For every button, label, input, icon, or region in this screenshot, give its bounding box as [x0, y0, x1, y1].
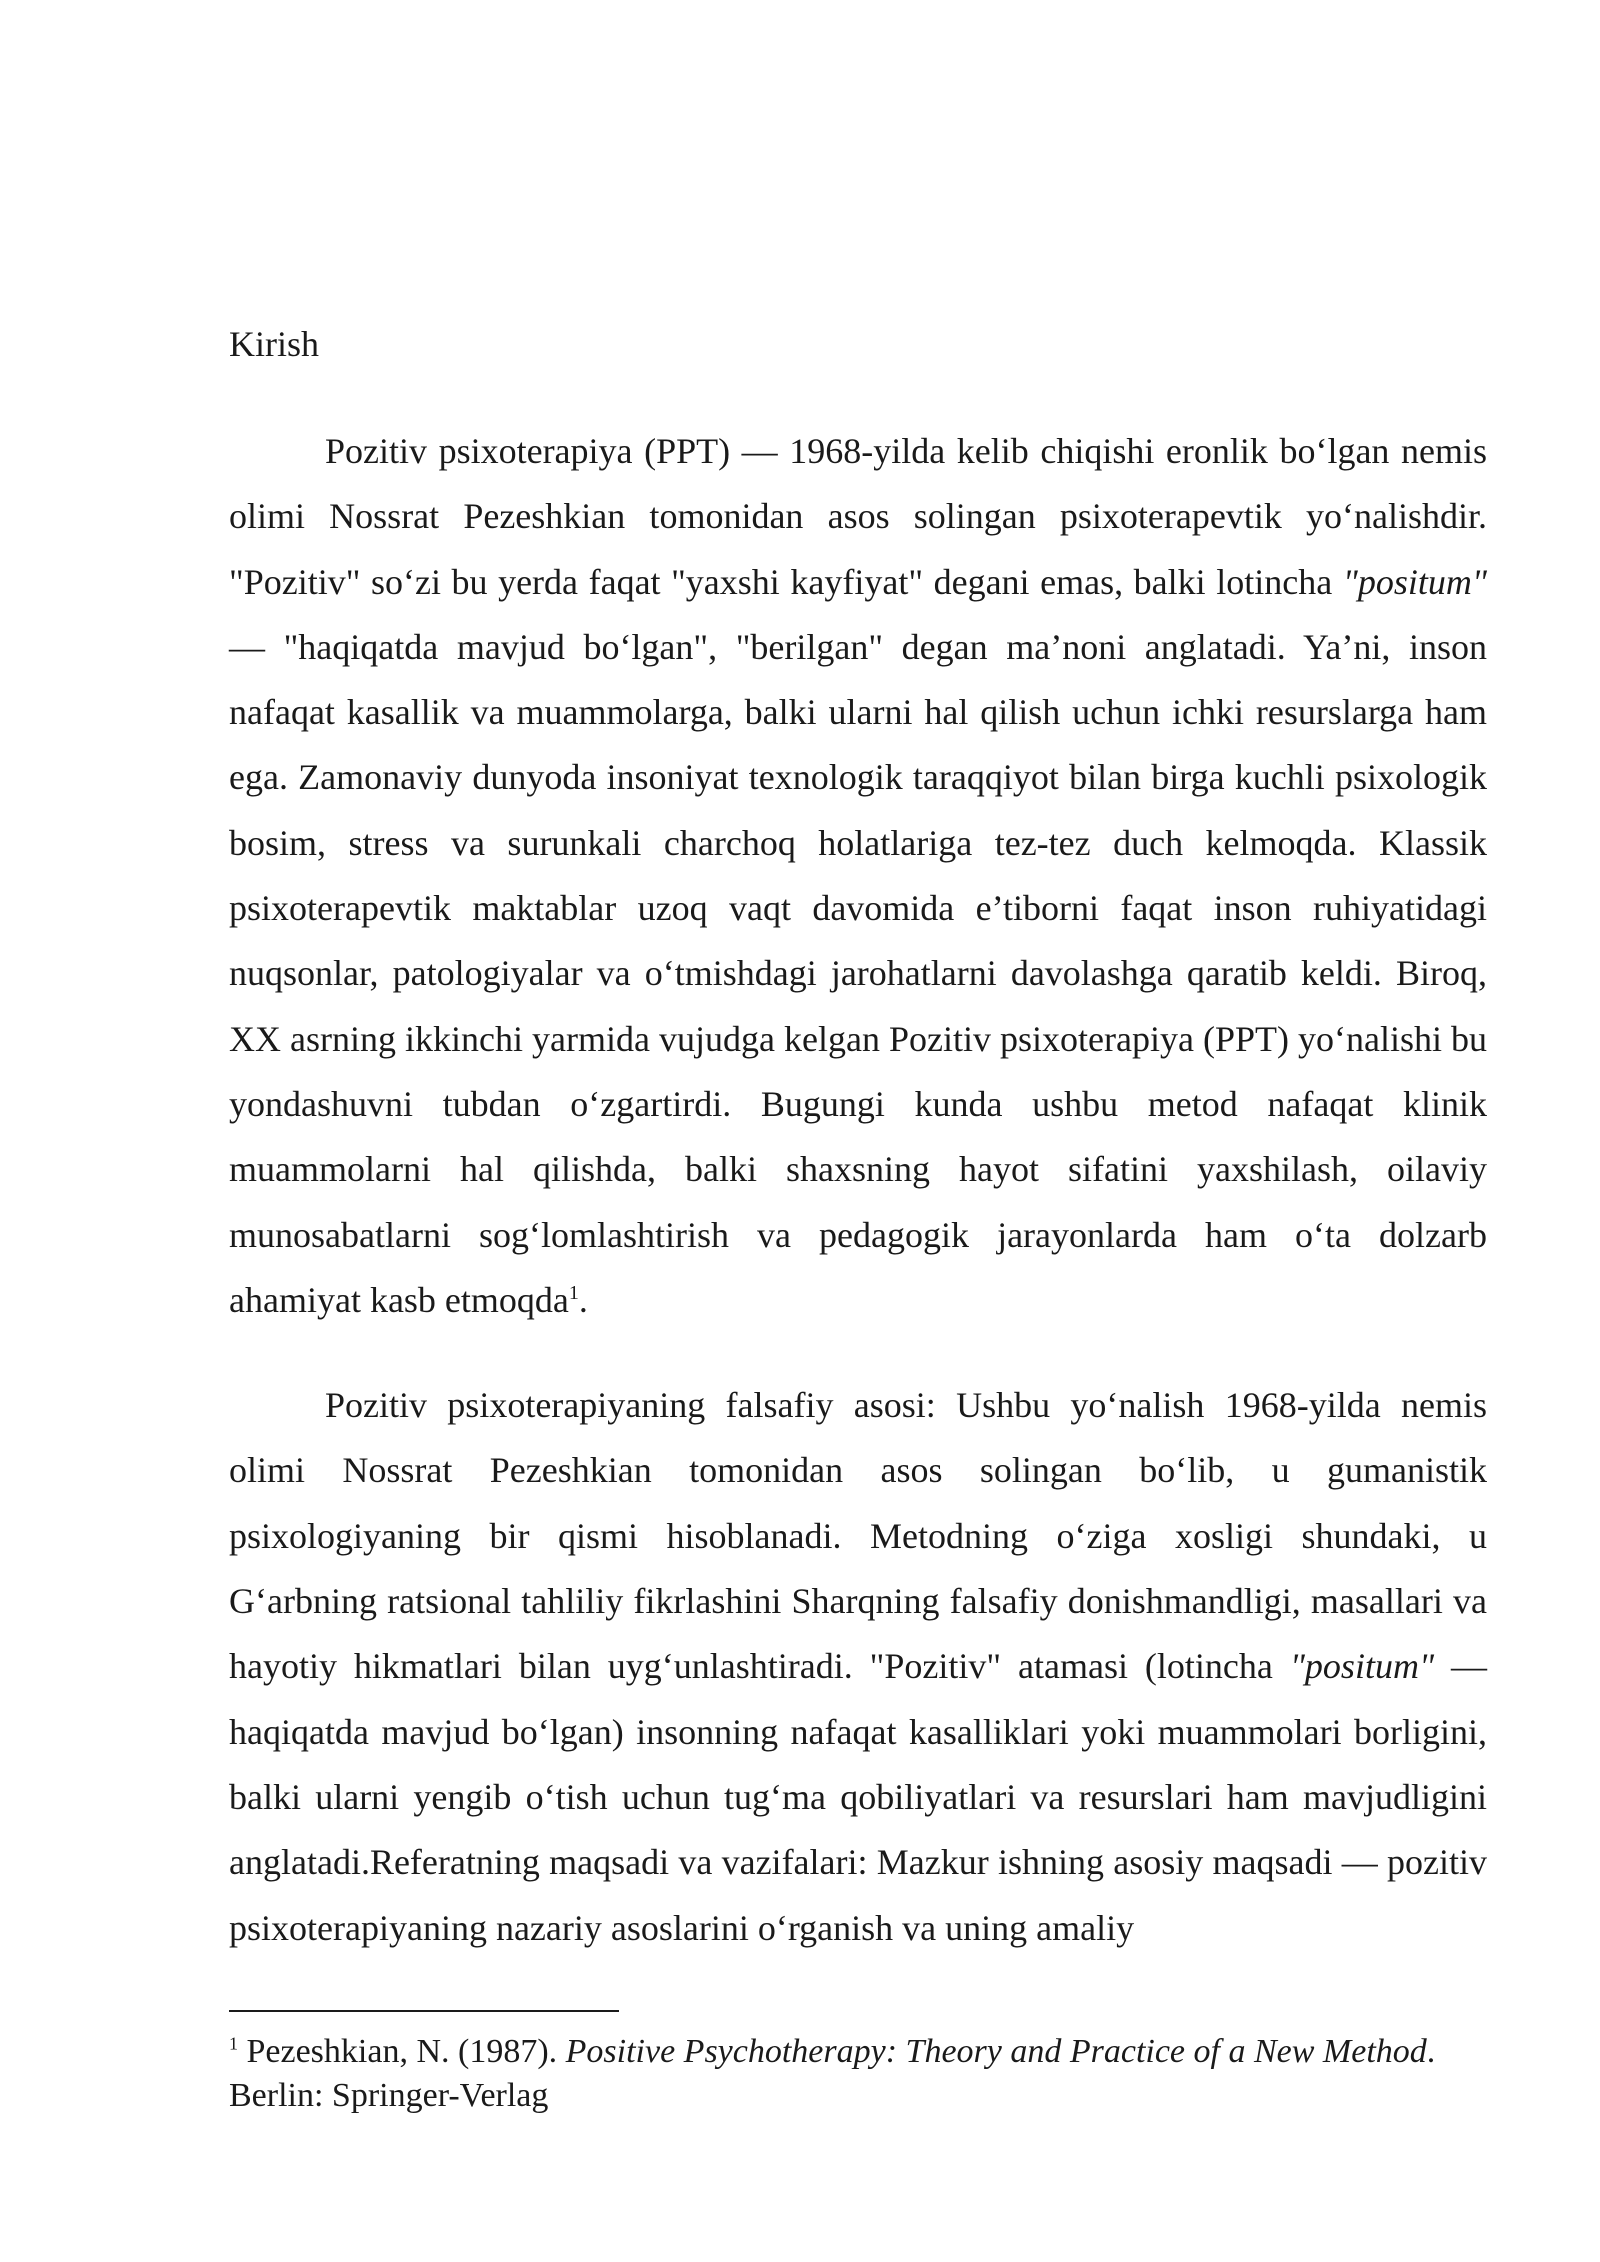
- paragraph-1-text-a: Pozitiv psixoterapiya (PPT) — 1968-yilda kelib chiqishi eronlik bo‘lgan nemis olimi Nossrat Pezeshkian tomonidan asos solingan psixoterapevtik yo‘nalishdir. "Pozitiv" so‘zi bu yerda faqat "yaxshi kayfiyat" degani emas, balki lotincha: [229, 431, 1487, 602]
- paragraph-1-italic-term: "positum": [1342, 561, 1487, 602]
- footnote-reference[interactable]: 1: [568, 1281, 579, 1304]
- footnote-title: Positive Psychotherapy: Theory and Practice of a New Method: [565, 2033, 1427, 2070]
- section-heading: Kirish: [229, 324, 319, 364]
- paragraph-1-text-c: — "haqiqatda mavjud bo‘lgan", "berilgan" degan ma’noni anglatadi. Ya’ni, inson nafaqat kasallik va muammolarga, balki ularni hal qilish uchun ichki resurslarga ham ega. Zamonaviy dunyoda insoniyat texnologik taraqqiyot bilan birga kuchli psixologik bosim, stress va surunkali charchoq holatlariga tez-tez duch kelmoqda. Klassik psixoterapevtik maktablar uzoq vaqt davomida e’tiborni faqat inson ruhiyatidagi nuqsonlar, patologiyalar va o‘tmishdagi jarohatlarni davolashga qaratib keldi. Biroq, XX asrning ikkinchi yarmida vujudga kelgan Pozitiv psixoterapiya (PPT) yo‘nalishi bu yondashuvni tubdan o‘zgartirdi. Bugungi kunda ushbu metod nafaqat klinik muammolarni hal qilishda, balki shaxsning hayot sifatini yaxshilash, oilaviy munosabatlarni sog‘lomlashtirish va pedagogik jarayonlarda ham o‘ta dolzarb ahamiyat kasb etmoqda: [229, 626, 1487, 1320]
- footnote: [229, 2030, 1487, 2118]
- paragraph-2-text-c: — haqiqatda mavjud bo‘lgan) insonning nafaqat kasalliklari yoki muammolari borligini, balki ularni yengib o‘tish uchun tug‘ma qobiliyatlari va resurslari ham mavjudligini anglatadi.Referatning maqsadi va vazifalari: Mazkur ishning asosiy maqsadi — pozitiv psixoterapiyaning nazariy asoslarini o‘rganish va uning amaliy: [229, 1646, 1488, 1948]
- paragraph-1-text-d: .: [578, 1279, 588, 1320]
- paragraph-2-italic-term: "positum": [1289, 1646, 1435, 1687]
- footnote-marker: 1: [229, 2033, 238, 2054]
- paragraph-1: [229, 419, 1487, 1333]
- paragraph-2: [229, 1373, 1487, 1961]
- page-content: [229, 318, 1487, 1961]
- footnote-publisher: . Berlin: Springer-Verlag: [229, 2033, 1436, 2114]
- footnote-author: Pezeshkian, N. (1987).: [238, 2033, 566, 2070]
- footnote-separator: [229, 2010, 619, 2012]
- paragraph-2-text-a: Pozitiv psixoterapiyaning falsafiy asosi: Ushbu yo‘nalish 1968-yilda nemis olimi Nossrat Pezeshkian tomonidan asos solingan bo‘lib, u gumanistik psixologiyaning bir qismi hisoblanadi. Metodning o‘ziga xosligi shundaki, u G‘arbning ratsional tahliliy fikrlashini Sharqning falsafiy donishmandligi, masallari va hayotiy hikmatlari bilan uyg‘unlashtiradi. "Pozitiv" atamasi (lotincha: [229, 1385, 1487, 1687]
